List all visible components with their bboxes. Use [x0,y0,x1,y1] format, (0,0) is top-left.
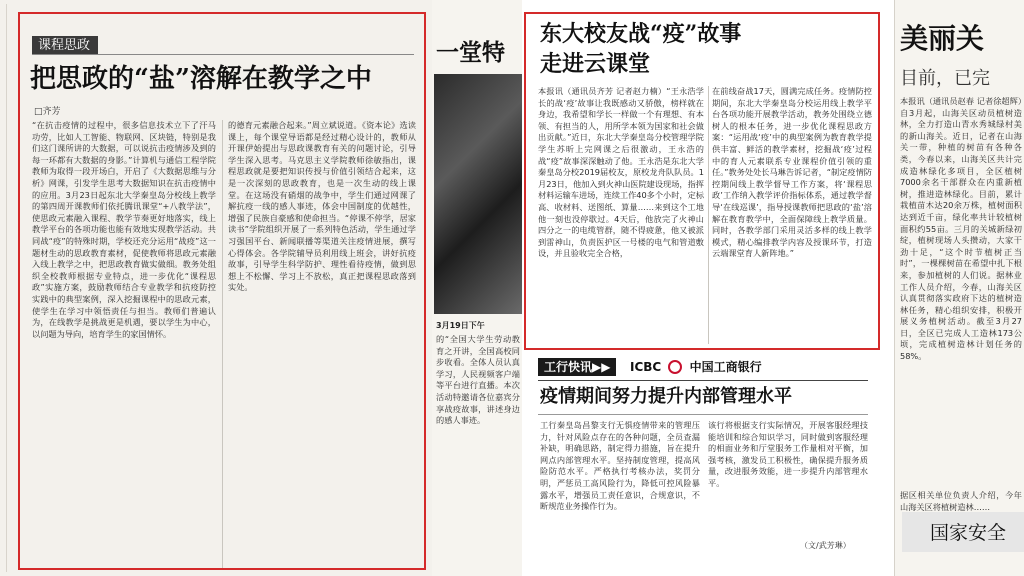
top-column-1: 本报讯（通讯员齐芳 记者赵力楠）“王永浩学长的战‘疫’故事让我既感动又骄傲，榜样就在身边，我希望和学长一样做一个有理想、有本领、有担当的人，用所学本领为国家和社会做出贡献。”近日，东北大学秦皇岛分校管理学院学生苏昕上完网课之后很激动，王永浩的战“疫”故事深深触动了他。王永浩是东北大学秦皇岛分校2019届校友，原校龙舟队队员。1月23日，他加入到火神山医院建设现场，指挥材料运输车进场，连续工作40多个小时，定标高、收材料、送图纸、算量……来到这个工地他一刻也没停歇过。4天后，他放完了火神山四分之一的电缆管群，随不得疲惫，他又被派到雷神山，负责医护区一号楼的电气和管道敷设，并且验收完全合格， [538,86,704,259]
right-bottom-box-text: 国家安全 [930,522,1007,544]
right-page-gutter [894,0,895,576]
left-column-1: “在抗击疫情的过程中，很多信息技术立下了汗马功劳，比如人工智能、物联网、区块链，特别是我们这门课所讲的大数据，可以说抗击疫情涉及到的每一环都有大数据的身影。”计算机与通信工程学院教师为取得一段开场白，开启了《大数据思维与分析》网课，引发学生思考大数据知识在抗击疫情中的应用。3月23日起东北大学秦皇岛分校线上教学的第四周开课教师们依托腾讯课堂“+八教学法”，使思政元素融入课程、教学节奏更好地落实，线上教学平台的各项功能也能有效地实现教学活动。共同战“疫”的特殊时期，学校还充分运用“战疫”这一题材生动的思政教育素材，促使教师将思政元素融入线上教学之中，把思政教育做实做细。教务处组织全校教师根据专业特点，进一步优化“课程思政”实施方案，鼓励教师结合专业教学和抗疫防控实践中的典型案例，深入挖掘课程中的思政元素，使学生在学习中领悟责任与担当。教师们普遍认为，在线教学是挑战更是机遇，要以学生为中心，以问题为导向，培育学生的家国情怀。 [32,120,216,339]
ad-label-text: 工行快讯 [544,360,593,374]
left-article-highlight-frame [18,12,426,570]
ad-headline-rule [538,414,868,415]
top-article-highlight-frame [524,12,880,350]
right-headline: 美丽关 [900,22,985,55]
top-headline-line2: 走进云课堂 [540,51,651,77]
ad-headline: 疫情期间努力提升内部管理水平 [540,386,792,407]
top-column-2: 在前线奋战17天，圆满完成任务。疫情防控期间，东北大学秦皇岛分校运用线上教学平台各项功能开展教学活动，教务处围绕立德树人的根本任务，进一步优化课程思政方案：“运用战‘疫’中的典型案例为教育教学提供丰富、鲜活的教学素材，挖掘战‘疫’过程中的育人元素联系专业课程价值引领的重任。”教务处处长马琳告诉记者，“制定疫情防控期间线上教学督导工作方案，将‘课程思政’工作纳入教学评价指标体系，通过教学督导‘在线巡课’，指导授课教师把思政的‘盐’溶解在教育教学中，全面保障线上教学质量。同时，各教学部门采用灵活多样的线上教学模式，精心编排教学内容及授课环节，打造云端课堂育人新阵地。” [712,86,872,259]
top-headline-line1: 东大校友战“疫”故事 [540,21,742,47]
right-footer: 据区相关单位负责人介绍，今年山海关区将植树造林…… [900,490,1022,512]
play-arrows-icon: ▶▶ [592,360,611,374]
left-byline: □齐芳 [34,107,61,117]
second-page-heading: 一堂特 [436,39,505,66]
second-page-snippets: 的“全国大学生劳动教育之开讲，全国高校同步收看。全体人员认真学习，人民视频客户端等平台进行直播。本次活动特邀请各位嘉宾分享战疫故事，讲述身边的感人事迹。 [436,334,520,426]
left-column-2: 的德育元素融合起来。”周立斌说道。《资本论》选读课上，每个课堂导语都是经过精心设计的，教师从开课伊始提出与思政课教育有关的问题讨论，引导学生深入思考。马克思主义学院教师徐敏指出，课程思政就是要把知识传授与价值引领结合起来，这是一次深刻的思政教育，也是一次生动的线上课堂。在这场没有硝烟的战争中，学生们通过网课了解抗疫一线的感人事迹，体会中国制度的优越性，增强了民族自豪感和使命担当。“停课不停学，居家读书”学院组织开展了一系列特色活动，学生通过学习强国平台、新闻联播等渠道关注疫情进展，撰写心得体会。各学院辅导员利用线上班会，讲好抗疫故事，引导学生科学防护、理性看待疫情，做到思想上不松懈、学习上不放松，真正把课程思政落到实处。 [228,120,416,293]
section-tag-label: 课程思政 [32,36,98,55]
icbc-logo [630,358,762,376]
icbc-code: ICBC [630,360,662,374]
second-page-date: 3月19日下午 [436,321,485,330]
right-subhead: 目前，已完 [900,68,990,89]
icbc-name: 中国工商银行 [689,360,762,374]
ad-label [538,358,616,376]
ad-column-2: 该行将根据支行实际情况，开展客服经理技能培训和综合知识学习，同时做到客服经理的相面业务和厅堂服务工作量相对平衡，加强考核，激发员工积极性，确保提升服务质量，改进服务效能，进一步提升内部管理水平。 [708,420,868,488]
second-page-photo [434,74,522,314]
icbc-emblem-icon [668,360,682,374]
left-margin-rule [6,4,7,572]
ad-top-rule [538,380,868,381]
ad-column-1: 工行秦皇岛昌黎支行无惧疫情带来的管理压力，针对风险点存在的各种问题，全员查漏补缺，明确思路，制定得力措施，旨在提升网点内部管理水平。坚持制度管理，提高风险防范水平。严格执行考核办法，奖罚分明，严惩员工高风险行为，降低可控风险暴露水平，增强员工责任意识，合规意识，不断规范业务操作行为。 [540,420,700,512]
right-body: 本报讯（通讯员赵春 记者徐超辉）自3月起，山海关区动员植树造林，全力打造山青水秀城绿村美的新山海关。近日，记者在山海关一带，种植的树苗有各种各类，今春以来，山海关区共计完成造林绿化多项目，全区植树7000余名干部群众在内重新植树，推进造林绿化。目前，累计栽植苗木达20余万株，植树面积达到近千亩，绿化率共计较植树面积约55亩。三月的关城新绿初绽，植树现场人头攒动，大家干劲十足，“这个时节植树正当时”，一棵棵树苗在希望中扎下根来，参加植树的人们说。据林业工作人员介绍，今春，山海关区认真贯彻落实政府下达的植树造林任务，精心组织安排，积极开展义务植树活动。截至3月27日，全区已完成人工造林173公顷，完成植树造林计划任务的58%。 [900,96,1022,362]
left-headline: 把思政的“盐”溶解在教学之中 [30,64,372,94]
ad-credit: （文/武芳琳） [800,541,851,550]
